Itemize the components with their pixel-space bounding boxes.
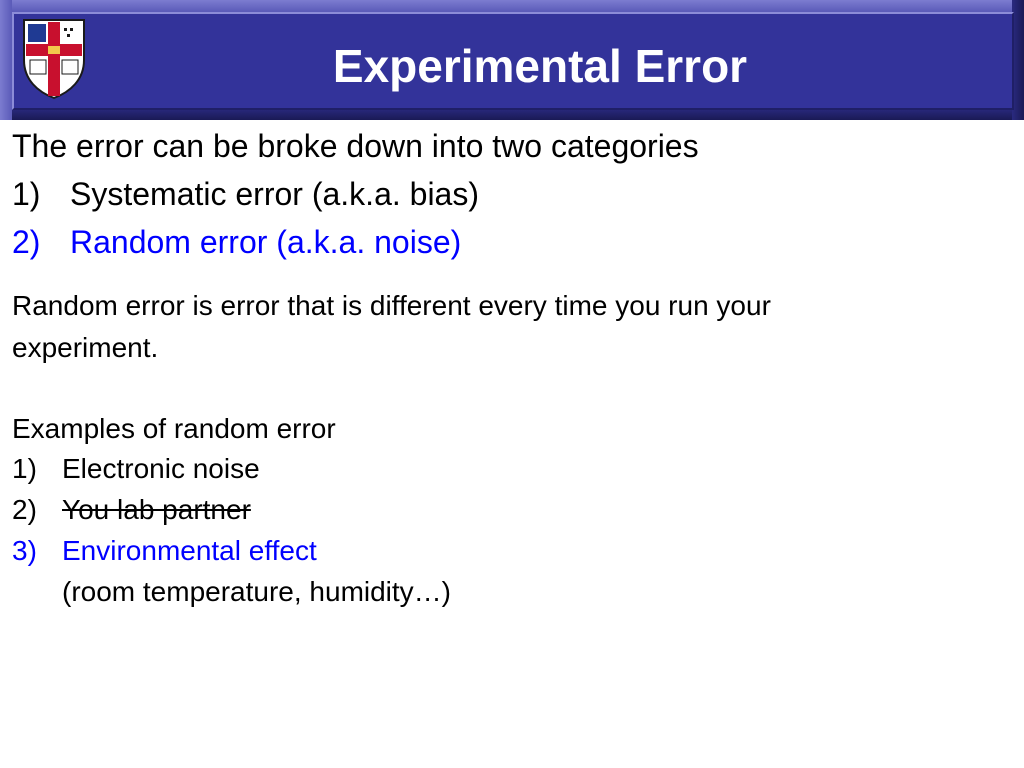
definition-line-1: Random error is error that is different every time you run your — [12, 290, 771, 321]
title-banner — [0, 0, 1024, 120]
example-note: (room temperature, humidity…) — [62, 576, 452, 607]
category-number: 2) — [12, 224, 41, 260]
slide-title: Experimental Error — [332, 40, 748, 92]
example-label: You lab partner — [62, 494, 251, 525]
banner-bevel-top — [0, 0, 1024, 12]
category-label: Random error (a.k.a. noise) — [70, 224, 462, 260]
example-label: Environmental effect — [62, 535, 317, 566]
category-item-random — [12, 224, 461, 261]
examples-heading: Examples of random error — [12, 413, 336, 444]
category-item-systematic — [12, 176, 479, 213]
banner-bevel-left — [0, 0, 12, 120]
example-number: 2) — [12, 494, 37, 525]
example-item-environmental-effect — [12, 535, 317, 567]
example-number: 1) — [12, 453, 37, 484]
university-crest-icon — [20, 16, 88, 100]
category-number: 1) — [12, 176, 41, 212]
category-label: Systematic error (a.k.a. bias) — [70, 176, 479, 212]
example-item-lab-partner — [12, 494, 251, 526]
example-number: 3) — [12, 535, 37, 566]
definition-line-2: experiment. — [12, 332, 159, 363]
intro-text: The error can be broke down into two categories — [12, 128, 699, 164]
example-item-electronic-noise — [12, 453, 260, 485]
example-label: Electronic noise — [62, 453, 260, 484]
